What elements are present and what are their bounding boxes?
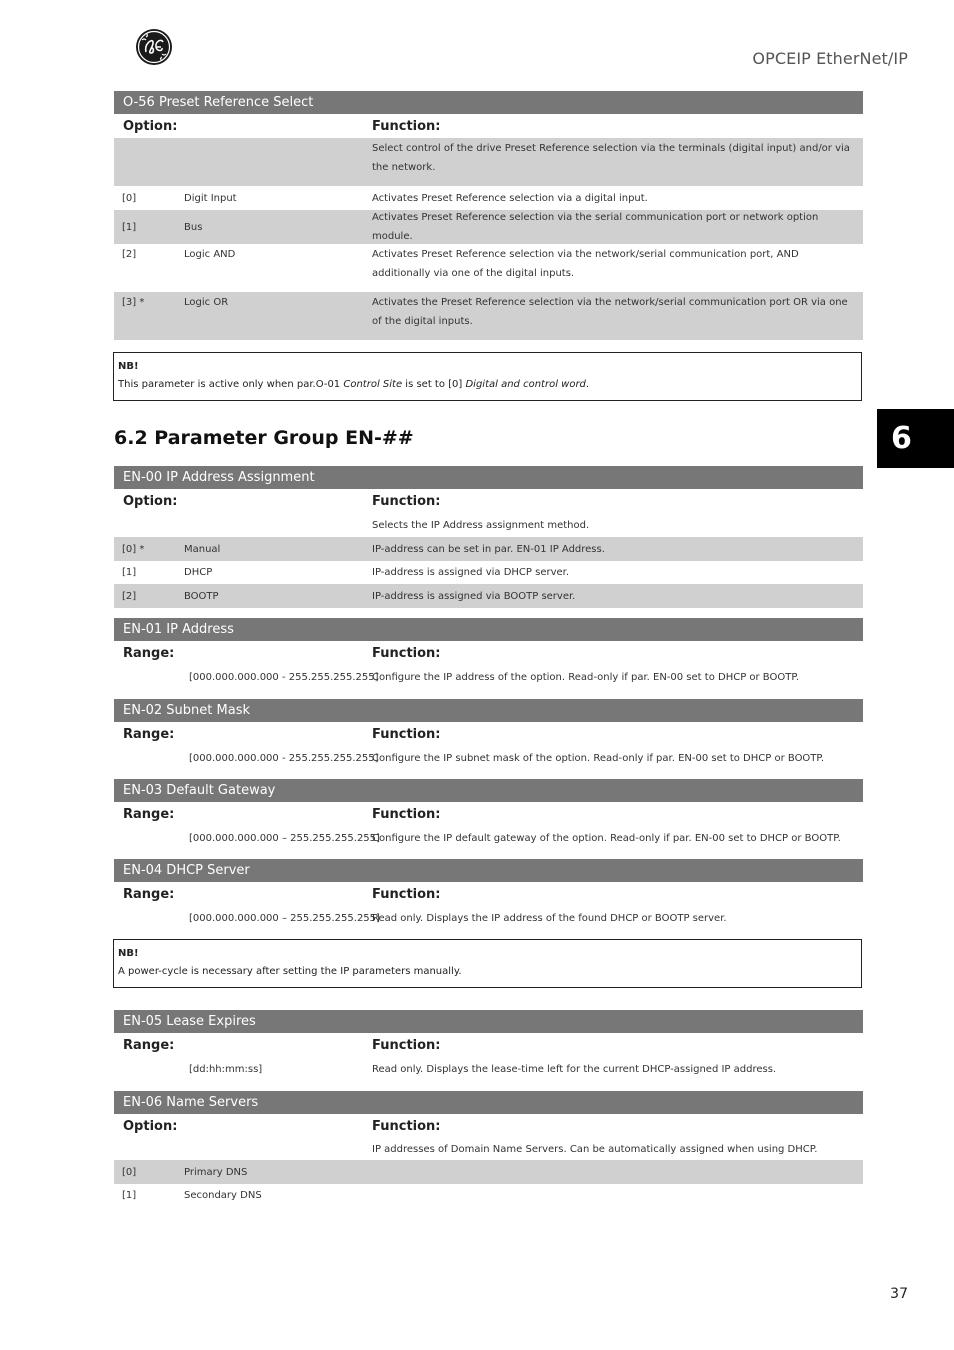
option-name: Logic AND (184, 249, 236, 260)
col-range: Range: (123, 646, 175, 661)
intro-row (114, 513, 863, 537)
range-value: [000.000.000.000 – 255.255.255.255] (189, 832, 380, 844)
column-headers (114, 641, 863, 665)
intro-text: Select control of the drive Preset Reference selection via the terminals (digital input) and/or via the network. (372, 143, 850, 173)
col-range: Range: (123, 887, 175, 902)
option-code: [0] * (122, 543, 145, 555)
range-function: Configure the IP address of the option. Read-only if par. EN-00 set to DHCP or BOOTP. (372, 671, 799, 683)
intro-text: IP addresses of Domain Name Servers. Can be automatically assigned when using DHCP. (372, 1143, 818, 1155)
option-code: [1] (122, 567, 137, 578)
option-code: [0] (122, 1166, 137, 1178)
column-headers (114, 882, 863, 906)
option-function: IP-address can be set in par. EN-01 IP Address. (372, 543, 605, 555)
col-range: Range: (123, 727, 175, 742)
param-header: EN-03 Default Gateway (114, 779, 863, 802)
col-function: Function: (372, 494, 441, 509)
table-row (114, 186, 863, 210)
intro-row (114, 138, 863, 186)
option-code: [2] (122, 590, 137, 602)
note-text: A power-cycle is necessary after setting the IP parameters manually. (118, 966, 462, 977)
param-en04 (114, 859, 863, 930)
param-header: EN-02 Subnet Mask (114, 699, 863, 722)
param-o56 (114, 91, 863, 340)
note-text-part: This parameter is active only when par.O-01 (118, 379, 344, 390)
table-row (114, 1160, 863, 1184)
col-range: Range: (123, 807, 175, 822)
col-function: Function: (372, 807, 441, 822)
note-text-italic: Control Site (343, 379, 403, 390)
option-function: Activates Preset Reference selection via the network/serial communication port, AND additionally via one of the digital inputs. (372, 249, 799, 279)
col-function: Function: (372, 727, 441, 742)
column-headers (114, 802, 863, 826)
note-label: NB! (118, 948, 139, 959)
column-headers (114, 114, 863, 138)
col-function: Function: (372, 646, 441, 661)
param-header: EN-06 Name Servers (114, 1091, 863, 1114)
section-title: 6.2 Parameter Group EN-## (114, 427, 414, 449)
note-box (113, 352, 862, 401)
option-code: [0] (122, 192, 137, 204)
document-title: OPCEIP EtherNet/IP (752, 49, 908, 68)
note-text-part: . (585, 379, 590, 390)
col-option: Option: (123, 494, 178, 509)
range-row (114, 746, 863, 770)
col-option: Option: (123, 1119, 178, 1134)
ge-logo-icon (135, 28, 173, 66)
table-row (114, 292, 863, 340)
range-function: Read only. Displays the lease-time left for the current DHCP-assigned IP address. (372, 1063, 777, 1075)
table-row (114, 1184, 863, 1207)
intro-text: Selects the IP Address assignment method. (372, 519, 590, 531)
range-function: Configure the IP default gateway of the option. Read-only if par. EN-00 set to DHCP or BOOTP. (372, 832, 841, 844)
param-en02 (114, 699, 863, 770)
option-code: [1] (122, 221, 137, 233)
table-row (114, 210, 863, 244)
option-name: Digit Input (184, 192, 237, 204)
chapter-tab: 6 (877, 409, 954, 468)
range-row (114, 665, 863, 689)
option-function: IP-address is assigned via DHCP server. (372, 567, 570, 578)
column-headers (114, 722, 863, 746)
param-en05 (114, 1010, 863, 1081)
option-name: Manual (184, 543, 221, 555)
option-name: DHCP (184, 567, 213, 578)
note-text (118, 379, 589, 390)
col-function: Function: (372, 1038, 441, 1053)
page-number: 37 (890, 1286, 908, 1302)
col-function: Function: (372, 887, 441, 902)
option-function: Activates the Preset Reference selection via the network/serial communication port OR via one of the digital inputs. (372, 297, 848, 327)
param-header: EN-01 IP Address (114, 618, 863, 641)
param-header: EN-00 IP Address Assignment (114, 466, 863, 489)
col-option: Option: (123, 119, 178, 134)
intro-row (114, 1138, 863, 1160)
param-en01 (114, 618, 863, 689)
param-en03 (114, 779, 863, 850)
note-label: NB! (118, 361, 139, 372)
range-value: [000.000.000.000 - 255.255.255.255] (189, 752, 379, 764)
column-headers (114, 489, 863, 513)
option-function: IP-address is assigned via BOOTP server. (372, 590, 576, 602)
col-function: Function: (372, 1119, 441, 1134)
param-header: O-56 Preset Reference Select (114, 91, 863, 114)
range-row (114, 1057, 863, 1081)
range-value: [000.000.000.000 - 255.255.255.255] (189, 671, 379, 683)
table-row (114, 537, 863, 561)
param-en06 (114, 1091, 863, 1207)
range-function: Read only. Displays the IP address of the found DHCP or BOOTP server. (372, 912, 727, 924)
option-code: [1] (122, 1190, 137, 1201)
col-range: Range: (123, 1038, 175, 1053)
note-text-part: is set to [0] (402, 379, 466, 390)
option-name: Secondary DNS (184, 1190, 262, 1201)
note-text-italic: Digital and control word (465, 379, 586, 390)
option-code: [3] * (122, 297, 145, 308)
param-en00 (114, 466, 863, 608)
param-header: EN-04 DHCP Server (114, 859, 863, 882)
note-box (113, 939, 862, 988)
range-function: Configure the IP subnet mask of the option. Read-only if par. EN-00 set to DHCP or BOOTP. (372, 752, 825, 764)
table-row (114, 584, 863, 608)
table-row (114, 561, 863, 584)
column-headers (114, 1114, 863, 1138)
option-code: [2] (122, 249, 137, 260)
table-row (114, 244, 863, 292)
range-row (114, 906, 863, 930)
col-function: Function: (372, 119, 441, 134)
option-function: Activates Preset Reference selection via the serial communication port or network option module. (372, 212, 819, 242)
range-row (114, 826, 863, 850)
column-headers (114, 1033, 863, 1057)
option-name: Primary DNS (184, 1166, 248, 1178)
option-name: BOOTP (184, 590, 219, 602)
range-value: [dd:hh:mm:ss] (189, 1063, 263, 1075)
option-name: Logic OR (184, 297, 229, 308)
option-function: Activates Preset Reference selection via a digital input. (372, 192, 648, 204)
range-value: [000.000.000.000 – 255.255.255.255] (189, 912, 380, 924)
option-name: Bus (184, 221, 203, 233)
param-header: EN-05 Lease Expires (114, 1010, 863, 1033)
